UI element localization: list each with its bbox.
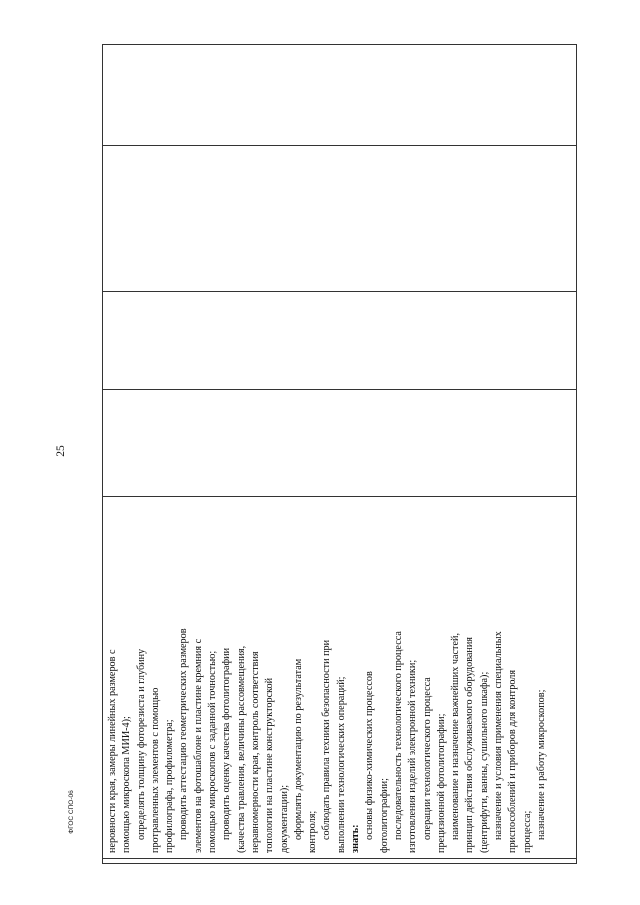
content-line: наименование и назначение важнейших частей, xyxy=(450,632,462,840)
competency-table-frame xyxy=(102,44,577,864)
content-line: (центрифуги, ванны, сушильного шкафа); xyxy=(478,671,490,853)
content-line: принцип действия обслуживаемого оборудования xyxy=(464,637,476,853)
content-line: назначение и работу микроскопов; xyxy=(535,689,547,840)
content-line: помощью микроскопов с заданной точностью; xyxy=(207,650,219,853)
content-line: приспособлений и приборов для контроля xyxy=(507,669,519,853)
content-line: процесса; xyxy=(521,810,533,853)
table-col-index xyxy=(103,858,576,863)
table-col-competencies xyxy=(103,45,576,145)
content-line: неровности края, замеры линейных размеров с xyxy=(107,649,118,853)
content-line: выполнении технологических операций; xyxy=(335,676,347,853)
content-line: неравномерности края, контроль соответствия xyxy=(249,651,261,853)
content-lines xyxy=(103,497,549,858)
footer-document-code: ФГОС СПО-06 xyxy=(68,790,75,834)
content-line: последовательность технологического процесса xyxy=(392,631,404,840)
content-line: определять толщину фоторезиста и глубину xyxy=(135,648,147,840)
content-line: фотолитографии; xyxy=(378,778,390,853)
content-line: прецизионной фотолитографии; xyxy=(435,713,447,853)
table-col-hours-required xyxy=(103,291,576,389)
content-line: элементов на фотошаблоне и пластине кремния с xyxy=(192,638,204,853)
content-line: оформлять документацию по результатам xyxy=(292,658,304,840)
table-col-content xyxy=(103,496,576,858)
content-line: протравленных элементов с помощью xyxy=(149,687,161,853)
content-line: знать: xyxy=(350,824,362,853)
content-line: основы физико-химических процессов xyxy=(364,671,376,840)
content-line: (качества травления, величины рассовмещения, xyxy=(235,645,247,853)
content-line: соблюдать правила техники безопасности при xyxy=(321,639,333,840)
page-number: 25 xyxy=(55,445,67,457)
content-line: контроля; xyxy=(307,810,319,853)
content-line: изготовления изделий электронной техники; xyxy=(407,659,419,853)
table-col-hours-max xyxy=(103,389,576,496)
content-line: топологии на пластине конструкторской xyxy=(264,677,276,853)
content-line: проводить аттестацию геометрических размеров xyxy=(178,628,190,840)
content-line: проводить оценку качества фотолитографии xyxy=(221,647,233,840)
content-line: операции технологического процесса xyxy=(421,677,433,840)
content-line: назначение и условия применения специальных xyxy=(493,631,505,840)
content-line: документации); xyxy=(278,784,290,853)
content-line: помощью микроскопа МИИ-4); xyxy=(121,716,133,853)
table-col-discipline xyxy=(103,145,576,291)
content-line: профилографа, профилометра; xyxy=(164,719,176,853)
competency-table xyxy=(102,44,577,864)
